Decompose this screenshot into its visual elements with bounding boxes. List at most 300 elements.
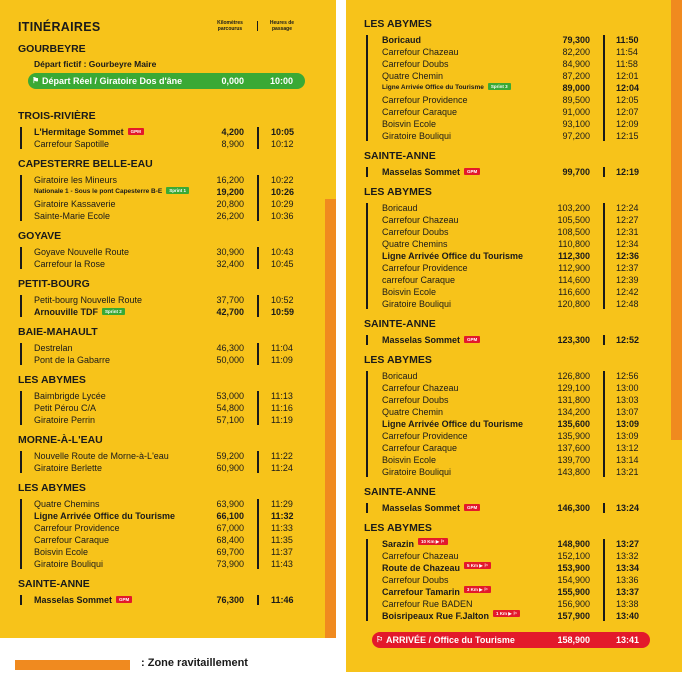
itinerary-row: [382, 166, 656, 178]
row-time: 11:58: [616, 59, 638, 69]
row-km: 76,300: [216, 595, 244, 605]
row-name: Carrefour la Rose: [34, 259, 106, 269]
row-km: 54,800: [216, 403, 244, 413]
itinerary-row: [382, 46, 656, 58]
itinerary-row: [382, 382, 656, 394]
row-km: 112,300: [557, 251, 590, 261]
row-km: 20,800: [216, 199, 244, 209]
row-time: 12:42: [616, 287, 639, 297]
row-time: 11:22: [271, 451, 293, 461]
itinerary-row: [382, 418, 656, 430]
itinerary-row: [382, 598, 656, 610]
row-time: 13:03: [616, 395, 639, 405]
finish-flag-icon: ⚐: [376, 635, 384, 644]
row-name: Ligne Arrivée Office du Tourisme: [34, 511, 176, 521]
row-name: Masselas Sommet GPM: [382, 502, 480, 514]
row-km: 67,000: [216, 523, 244, 533]
itinerary-row: [382, 334, 656, 346]
row-name: Boricaud: [382, 203, 418, 213]
left-rule: [366, 35, 368, 141]
row-km: 82,200: [562, 47, 590, 57]
row-time: 13:14: [616, 455, 639, 465]
itinerary-row: [382, 442, 656, 454]
arrivee-pill: [372, 632, 650, 648]
legend-label: : Zone ravitaillement: [141, 657, 248, 669]
itinerary-row: [34, 390, 311, 402]
row-km: 135,600: [557, 419, 590, 429]
itinerary-row: [34, 198, 311, 210]
row-name: Masselas Sommet GPM: [382, 334, 480, 346]
itinerary-row: [382, 370, 656, 382]
row-km: 114,600: [558, 275, 590, 285]
row-time: 12:48: [616, 299, 639, 309]
row-time: 12:27: [616, 215, 639, 225]
section-title: SAINTE-ANNE: [364, 150, 436, 162]
row-time: 13:38: [616, 599, 639, 609]
itinerary-row: [34, 510, 311, 522]
row-time: 10:12: [271, 139, 294, 149]
row-time: 10:36: [271, 211, 294, 221]
row-time: 12:34: [616, 239, 639, 249]
itinerary-row: [34, 414, 311, 426]
row-time: 12:01: [616, 71, 639, 81]
row-time: 12:05: [616, 95, 639, 105]
left-rule: [366, 503, 368, 513]
row-km: 91,000: [562, 107, 590, 117]
section-title: LES ABYMES: [364, 354, 432, 366]
row-time: 12:52: [616, 335, 640, 345]
row-km: 103,200: [557, 203, 590, 213]
row-name: Giratoire Kassaverie: [34, 199, 116, 209]
row-km: 89,500: [562, 95, 590, 105]
row-km: 42,700: [216, 307, 244, 317]
row-km: 129,100: [557, 383, 590, 393]
row-time: 13:27: [616, 539, 640, 549]
itinerary-row: [382, 238, 656, 250]
section-title: LES ABYMES: [364, 18, 432, 30]
itinerary-row: [382, 394, 656, 406]
row-time: 13:32: [616, 551, 639, 561]
itinerary-row: [382, 502, 656, 514]
row-name: Carrefour Sapotille: [34, 139, 110, 149]
row-name: Carrefour Doubs: [382, 59, 449, 69]
row-name: Petit-bourg Nouvelle Route: [34, 295, 143, 305]
left-rule: [366, 335, 368, 345]
itinerary-row: [382, 58, 656, 70]
row-km: 26,200: [216, 211, 244, 221]
row-time: 12:36: [616, 251, 640, 261]
row-km: 126,800: [557, 371, 590, 381]
row-km: 154,900: [557, 575, 590, 585]
row-name: Quatre Chemin: [382, 407, 444, 417]
row-name: Carrefour Doubs: [382, 575, 449, 585]
row-name: Sarazin 10 Km ▶ ⚐: [382, 538, 414, 550]
row-time: 12:19: [616, 167, 640, 177]
row-name: Giratoire Bouliqui: [382, 299, 452, 309]
row-km: 53,000: [216, 391, 244, 401]
itinerary-row: [34, 210, 311, 222]
row-km: 137,600: [557, 443, 590, 453]
row-time: 10:45: [271, 259, 294, 269]
itinerary-row: [382, 82, 656, 94]
itinerary-row: [382, 406, 656, 418]
row-km: 84,900: [562, 59, 590, 69]
itinerary-row: [34, 450, 311, 462]
row-km: 108,500: [557, 227, 590, 237]
row-time: 12:24: [616, 203, 639, 213]
row-time: 13:09: [616, 431, 639, 441]
time-rule: [257, 175, 259, 221]
row-name: Boricaud: [382, 35, 422, 45]
km-to-finish-badge: 1 Km ▶ ⚐: [493, 610, 520, 617]
row-km: 155,900: [557, 587, 590, 597]
left-rule: [20, 247, 22, 269]
time-rule: [257, 343, 259, 365]
row-name: Carrefour Doubs: [382, 227, 449, 237]
pill-km: 0,000: [221, 76, 244, 86]
row-km: 152,100: [557, 551, 590, 561]
row-time: 10:26: [271, 187, 295, 197]
row-name: Petit Pérou C/A: [34, 403, 97, 413]
itinerary-row: [382, 214, 656, 226]
km-to-finish-badge: 10 Km ▶ ⚐: [418, 538, 448, 545]
itinerary-row: [382, 454, 656, 466]
row-km: 63,900: [216, 499, 244, 509]
legend-swatch: [15, 660, 130, 670]
row-time: 11:37: [271, 547, 293, 557]
row-km: 112,900: [558, 263, 590, 273]
row-time: 10:29: [271, 199, 294, 209]
left-rule: [20, 175, 22, 221]
row-name: Carrefour Providence: [382, 95, 468, 105]
row-name: Carrefour Caraque: [382, 107, 458, 117]
row-time: 11:46: [271, 595, 294, 605]
time-rule: [603, 35, 605, 141]
row-name: Masselas Sommet GPM: [34, 594, 132, 606]
row-name: Sainte-Marie Ecole: [34, 211, 111, 221]
header-separator: [257, 21, 258, 31]
section-title: SAINTE-ANNE: [364, 486, 436, 498]
row-name: Carrefour Providence: [34, 523, 120, 533]
row-time: 11:35: [271, 535, 293, 545]
section-title: PETIT-BOURG: [18, 278, 90, 290]
left-rule: [366, 167, 368, 177]
row-name: Carrefour Tamarin 3 Km ▶ ⚐: [382, 586, 460, 598]
row-name: Carrefour Caraque: [382, 443, 458, 453]
row-name: Boisvin Ecole: [34, 547, 89, 557]
time-rule: [257, 391, 259, 425]
page-title: ITINÉRAIRES: [18, 20, 101, 34]
row-km: 93,100: [562, 119, 590, 129]
left-rule: [20, 451, 22, 473]
row-name: Nouvelle Route de Morne-à-L'eau: [34, 451, 169, 461]
itinerary-row: [382, 610, 656, 622]
row-name: Boisvin Ecole: [382, 287, 437, 297]
left-rule: [366, 203, 368, 309]
time-rule: [257, 295, 259, 317]
pill-time: 10:00: [270, 76, 294, 86]
itinerary-row: [382, 70, 656, 82]
row-name: Boisvin Ecole: [382, 455, 437, 465]
row-time: 11:24: [271, 463, 293, 473]
row-km: 30,900: [216, 247, 244, 257]
row-name: Baimbrigde Lycée: [34, 391, 106, 401]
row-km: 69,700: [216, 547, 244, 557]
row-time: 13:40: [616, 611, 640, 621]
section-title: GOURBEYRE: [18, 43, 86, 55]
row-name: Giratoire Bouliqui: [382, 467, 452, 477]
left-itinerary-panel: [0, 0, 336, 638]
itinerary-row: [34, 306, 311, 318]
row-name: Carrefour Rue BADEN: [382, 599, 473, 609]
row-name: Arnouville TDF Sprint 2: [34, 306, 125, 318]
gpm-badge: GPM: [116, 596, 132, 603]
pill-name: ARRIVÉE / Office du Tourisme: [386, 635, 515, 645]
row-km: 143,800: [557, 467, 590, 477]
left-rule: [20, 499, 22, 569]
right-itinerary-panel: [346, 0, 682, 672]
left-rule: [20, 391, 22, 425]
row-name: Giratoire les Mineurs: [34, 175, 118, 185]
row-time: 13:09: [616, 419, 640, 429]
itinerary-row: [382, 250, 656, 262]
row-km: 97,200: [562, 131, 590, 141]
row-time: 13:37: [616, 587, 640, 597]
time-rule: [257, 451, 259, 473]
row-km: 16,200: [216, 175, 244, 185]
itinerary-row: [34, 534, 311, 546]
itinerary-row: [382, 118, 656, 130]
row-time: 11:09: [271, 355, 293, 365]
row-name: Pont de la Gabarre: [34, 355, 111, 365]
row-time: 12:04: [616, 83, 640, 93]
itinerary-row: [34, 402, 311, 414]
row-name: Boricaud: [382, 371, 418, 381]
orange-zone-bar-left: [325, 199, 336, 638]
row-time: 13:34: [616, 563, 640, 573]
row-time: 12:37: [616, 263, 639, 273]
itinerary-row: [382, 262, 656, 274]
row-time: 11:43: [271, 559, 293, 569]
row-km: 110,800: [558, 239, 590, 249]
section-title: BAIE-MAHAULT: [18, 326, 98, 338]
time-rule: [603, 203, 605, 309]
row-km: 32,400: [216, 259, 244, 269]
time-rule: [603, 167, 605, 177]
row-name: Ligne Arrivée Office du Tourisme: [382, 419, 524, 429]
row-name: Route de Chazeau 5 Km ▶ ⚐: [382, 562, 460, 574]
itinerary-row: [34, 258, 311, 270]
km-column-header: Kilomètres parcourus: [217, 20, 243, 32]
row-km: 68,400: [216, 535, 244, 545]
row-name: Départ fictif : Gourbeyre Maire: [34, 59, 157, 69]
row-km: 139,700: [557, 455, 590, 465]
row-km: 8,900: [221, 139, 244, 149]
row-time: 12:56: [616, 371, 639, 381]
row-km: 37,700: [216, 295, 244, 305]
section-title: LES ABYMES: [18, 374, 86, 386]
row-km: 59,200: [216, 451, 244, 461]
row-time: 11:32: [271, 511, 294, 521]
itinerary-row: [34, 186, 311, 198]
row-time: 11:50: [616, 35, 639, 45]
row-time: 13:24: [616, 503, 640, 513]
row-km: 46,300: [216, 343, 244, 353]
row-km: 131,800: [557, 395, 590, 405]
sprint-badge: Sprint 2: [102, 308, 125, 315]
row-time: 10:52: [271, 295, 294, 305]
row-name: Quatre Chemin: [382, 71, 444, 81]
row-time: 11:33: [271, 523, 293, 533]
pill-km: 158,900: [557, 635, 590, 645]
row-name: Giratoire Berlette: [34, 463, 103, 473]
time-rule: [603, 335, 605, 345]
row-name: Carrefour Doubs: [382, 395, 449, 405]
row-name: Carrefour Chazeau: [382, 215, 459, 225]
itinerary-row: [34, 126, 311, 138]
itinerary-row: [34, 522, 311, 534]
row-name: Ligne Arrivée Office du Tourisme: [382, 251, 524, 261]
itinerary-row: [382, 550, 656, 562]
row-time: 11:29: [271, 499, 293, 509]
left-rule: [366, 539, 368, 621]
row-km: 146,300: [557, 503, 590, 513]
itinerary-row: [382, 106, 656, 118]
depart-fictif: [34, 58, 294, 70]
row-km: 4,200: [221, 127, 244, 137]
time-column-header: Heures de passage: [269, 20, 295, 32]
itinerary-row: [34, 462, 311, 474]
section-title: GOYAVE: [18, 230, 62, 242]
itinerary-row: [382, 430, 656, 442]
time-rule: [257, 595, 259, 605]
itinerary-row: [382, 202, 656, 214]
itinerary-row: [382, 226, 656, 238]
row-km: 123,300: [557, 335, 590, 345]
row-time: 11:13: [271, 391, 293, 401]
time-rule: [603, 371, 605, 477]
section-title: SAINTE-ANNE: [364, 318, 436, 330]
row-time: 13:12: [616, 443, 639, 453]
row-time: 13:00: [616, 383, 639, 393]
depart-reel-pill: [28, 73, 305, 89]
itinerary-row: [34, 174, 311, 186]
row-name: Boisvin Ecole: [382, 119, 437, 129]
itinerary-row: [382, 130, 656, 142]
row-time: 11:54: [616, 47, 638, 57]
row-name: Giratoire Perrin: [34, 415, 96, 425]
row-name: Masselas Sommet GPM: [382, 166, 480, 178]
itinerary-row: [382, 538, 656, 550]
time-rule: [603, 503, 605, 513]
row-km: 157,900: [557, 611, 590, 621]
time-rule: [257, 499, 259, 569]
row-time: 13:21: [616, 467, 639, 477]
row-name: Boisripeaux Rue F.Jalton 1 Km ▶ ⚐: [382, 610, 489, 622]
row-time: 12:15: [616, 131, 639, 141]
row-km: 134,200: [557, 407, 590, 417]
itinerary-row: [382, 298, 656, 310]
section-title: LES ABYMES: [364, 522, 432, 534]
itinerary-row: [34, 546, 311, 558]
gpm-badge: GPM: [128, 128, 144, 135]
row-time: 12:07: [616, 107, 639, 117]
orange-zone-bar-right: [671, 0, 682, 440]
left-rule: [20, 127, 22, 149]
row-time: 12:31: [616, 227, 639, 237]
row-name: Goyave Nouvelle Route: [34, 247, 130, 257]
section-title: MORNE-À-L'EAU: [18, 434, 103, 446]
itinerary-row: [382, 586, 656, 598]
row-km: 153,900: [557, 563, 590, 573]
sprint-badge: Sprint 1: [166, 187, 189, 194]
itinerary-row: [34, 246, 311, 258]
row-name: Carrefour Chazeau: [382, 383, 459, 393]
sprint-badge: Sprint 3: [488, 83, 511, 90]
row-km: 105,500: [557, 215, 590, 225]
itinerary-row: [34, 294, 311, 306]
itinerary-row: [34, 594, 311, 606]
left-rule: [20, 595, 22, 605]
row-time: 13:36: [616, 575, 639, 585]
itinerary-row: [382, 466, 656, 478]
itinerary-row: [34, 558, 311, 570]
row-name: Giratoire Bouliqui: [382, 131, 452, 141]
time-rule: [603, 539, 605, 621]
row-name: Carrefour Providence: [382, 431, 468, 441]
row-name: carrefour Caraque: [382, 275, 456, 285]
row-km: 116,600: [558, 287, 590, 297]
itinerary-row: [382, 574, 656, 586]
row-time: 10:59: [271, 307, 295, 317]
row-km: 60,900: [216, 463, 244, 473]
row-name: Quatre Chemins: [382, 239, 448, 249]
row-km: 73,900: [216, 559, 244, 569]
row-time: 11:19: [271, 415, 293, 425]
section-title: SAINTE-ANNE: [18, 578, 90, 590]
row-time: 10:43: [271, 247, 294, 257]
left-rule: [20, 295, 22, 317]
itinerary-row: [34, 498, 311, 510]
gpm-badge: GPM: [464, 504, 480, 511]
row-km: 99,700: [562, 167, 590, 177]
km-to-finish-badge: 5 Km ▶ ⚐: [464, 562, 491, 569]
pill-name: Départ Réel / Giratoire Dos d'âne: [42, 76, 183, 86]
row-time: 12:09: [616, 119, 639, 129]
itinerary-row: [382, 286, 656, 298]
row-km: 87,200: [562, 71, 590, 81]
km-to-finish-badge: 3 Km ▶ ⚐: [464, 586, 491, 593]
row-name: Carrefour Providence: [382, 263, 468, 273]
row-name: Ligne Arrivée Office du Tourisme Sprint 3: [382, 82, 511, 94]
row-name: Carrefour Caraque: [34, 535, 110, 545]
row-time: 11:04: [271, 343, 293, 353]
itinerary-row: [34, 354, 311, 366]
flag-icon: ⚑: [32, 76, 40, 85]
itinerary-row: [382, 94, 656, 106]
row-km: 19,200: [216, 187, 244, 197]
section-title: LES ABYMES: [18, 482, 86, 494]
row-time: 10:05: [271, 127, 295, 137]
row-km: 120,800: [557, 299, 590, 309]
itinerary-row: [382, 562, 656, 574]
row-name: Giratoire Bouliqui: [34, 559, 104, 569]
row-time: 13:07: [616, 407, 639, 417]
section-title: LES ABYMES: [364, 186, 432, 198]
time-rule: [257, 247, 259, 269]
row-time: 11:16: [271, 403, 293, 413]
row-time: 10:22: [271, 175, 294, 185]
